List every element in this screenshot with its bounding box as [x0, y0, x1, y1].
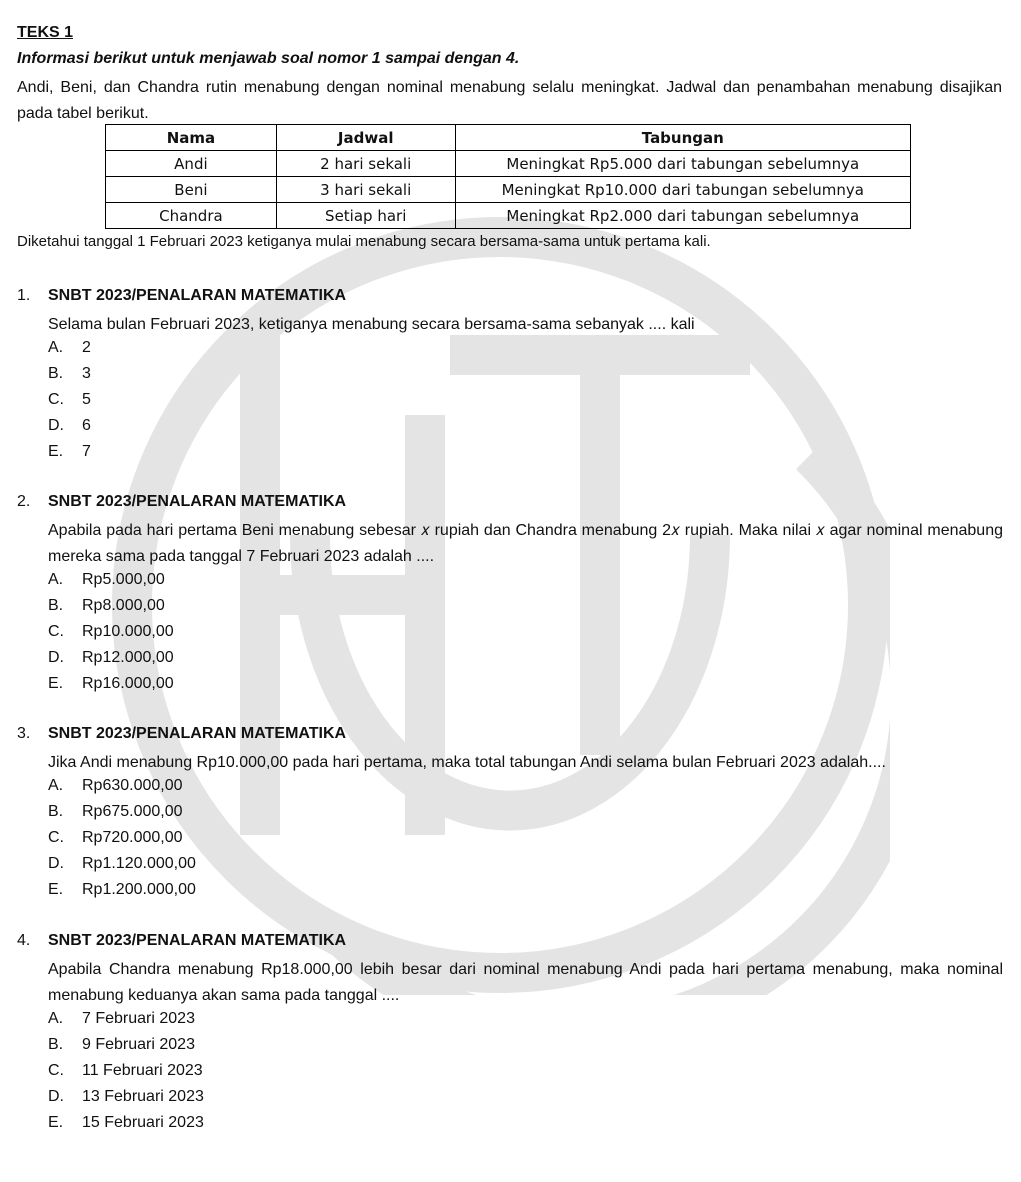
option-letter: E. [48, 675, 64, 692]
option-b[interactable] [48, 1032, 204, 1058]
option-letter: C. [48, 1062, 64, 1079]
question-number: 4. [17, 932, 31, 949]
option-letter: A. [48, 1010, 64, 1027]
option-letter: A. [48, 777, 64, 794]
option-b[interactable] [48, 593, 174, 619]
header-jadwal: Jadwal [276, 125, 455, 151]
option-letter: C. [48, 391, 64, 408]
cell-name: Chandra [106, 203, 277, 229]
option-letter: C. [48, 829, 64, 846]
option-text: Rp16.000,00 [82, 675, 174, 692]
option-b[interactable] [48, 799, 196, 825]
cell-schedule: 3 hari sekali [276, 177, 455, 203]
question-number: 1. [17, 287, 31, 304]
option-text: Rp1.120.000,00 [82, 855, 196, 872]
option-d[interactable] [48, 1084, 204, 1110]
option-e[interactable] [48, 671, 174, 697]
option-text: 15 Februari 2023 [82, 1114, 204, 1131]
question-text: Selama bulan Februari 2023, ketiganya menabung secara bersama-sama sebanyak .... kali [48, 316, 695, 333]
option-text: 7 Februari 2023 [82, 1010, 195, 1027]
option-text: Rp12.000,00 [82, 649, 174, 666]
option-text: Rp1.200.000,00 [82, 881, 196, 898]
cell-savings: Meningkat Rp5.000 dari tabungan sebelumnya [455, 151, 910, 177]
cell-name: Andi [106, 151, 277, 177]
question-number: 2. [17, 493, 31, 510]
option-text: 11 Februari 2023 [82, 1062, 203, 1079]
option-letter: B. [48, 803, 64, 820]
option-text: 13 Februari 2023 [82, 1088, 204, 1105]
answer-options [48, 567, 174, 697]
question-text: Apabila Chandra menabung Rp18.000,00 lebih besar dari nominal menabung Andi pada hari pertama menabung, maka nominal menabung keduanya akan sama pada tanggal .... [48, 961, 1003, 1004]
option-d[interactable] [48, 645, 174, 671]
option-letter: C. [48, 623, 64, 640]
option-d[interactable] [48, 851, 196, 877]
option-a[interactable] [48, 335, 91, 361]
question-text: Jika Andi menabung Rp10.000,00 pada hari pertama, maka total tabungan Andi selama bulan Februari 2023 adalah.... [48, 754, 886, 771]
option-letter: B. [48, 1036, 64, 1053]
option-letter: B. [48, 597, 64, 614]
table-row [106, 151, 911, 177]
question-heading: SNBT 2023/PENALARAN MATEMATIKA [48, 493, 347, 510]
cell-savings: Meningkat Rp10.000 dari tabungan sebelumnya [455, 177, 910, 203]
option-e[interactable] [48, 877, 196, 903]
question-number: 3. [17, 725, 31, 742]
option-letter: E. [48, 881, 64, 898]
option-text: Rp8.000,00 [82, 597, 165, 614]
option-text: 3 [82, 365, 91, 382]
option-c[interactable] [48, 619, 174, 645]
question-heading: SNBT 2023/PENALARAN MATEMATIKA [48, 932, 347, 949]
option-a[interactable] [48, 567, 174, 593]
option-c[interactable] [48, 1058, 204, 1084]
table-header-row [106, 125, 911, 151]
option-text: 2 [82, 339, 91, 356]
option-d[interactable] [48, 413, 91, 439]
option-letter: E. [48, 443, 64, 460]
section-title: TEKS 1 [17, 24, 74, 41]
option-text: Rp5.000,00 [82, 571, 165, 588]
option-text: 7 [82, 443, 91, 460]
question-text: Apabila pada hari pertama Beni menabung sebesar 𝑥 rupiah dan Chandra menabung 2𝑥 rupiah. Maka nilai 𝑥 agar nominal menabung mereka sama pada tanggal 7 Februari 2023 adalah .... [48, 522, 1003, 565]
option-letter: D. [48, 417, 64, 434]
option-text: 6 [82, 417, 91, 434]
option-letter: A. [48, 339, 64, 356]
option-text: Rp10.000,00 [82, 623, 174, 640]
question-heading: SNBT 2023/PENALARAN MATEMATIKA [48, 725, 347, 742]
question-heading: SNBT 2023/PENALARAN MATEMATIKA [48, 287, 347, 304]
header-nama: Nama [106, 125, 277, 151]
option-text: 9 Februari 2023 [82, 1036, 195, 1053]
cell-name: Beni [106, 177, 277, 203]
option-c[interactable] [48, 825, 196, 851]
cell-schedule: 2 hari sekali [276, 151, 455, 177]
option-c[interactable] [48, 387, 91, 413]
option-letter: D. [48, 1088, 64, 1105]
table-row [106, 203, 911, 229]
option-text: Rp630.000,00 [82, 777, 183, 794]
answer-options [48, 773, 196, 903]
option-letter: A. [48, 571, 64, 588]
option-letter: B. [48, 365, 64, 382]
answer-options [48, 1006, 204, 1136]
option-a[interactable] [48, 1006, 204, 1032]
cell-savings: Meningkat Rp2.000 dari tabungan sebelumnya [455, 203, 910, 229]
savings-table [105, 124, 911, 229]
answer-options [48, 335, 91, 465]
option-a[interactable] [48, 773, 196, 799]
option-letter: D. [48, 649, 64, 666]
header-tabungan: Tabungan [455, 125, 910, 151]
intro-paragraph: Andi, Beni, dan Chandra rutin menabung dengan nominal menabung selalu meningkat. Jadwal dan penambahan menabung disajikan pada tabel berikut. [17, 79, 1002, 122]
start-date-note: Diketahui tanggal 1 Februari 2023 ketiganya mulai menabung secara bersama-sama untuk pertama kali. [17, 233, 711, 250]
option-letter: D. [48, 855, 64, 872]
option-text: 5 [82, 391, 91, 408]
option-text: Rp675.000,00 [82, 803, 183, 820]
option-letter: E. [48, 1114, 64, 1131]
option-text: Rp720.000,00 [82, 829, 183, 846]
option-e[interactable] [48, 1110, 204, 1136]
option-e[interactable] [48, 439, 91, 465]
cell-schedule: Setiap hari [276, 203, 455, 229]
table-row [106, 177, 911, 203]
instruction-text: Informasi berikut untuk menjawab soal nomor 1 sampai dengan 4. [17, 50, 520, 67]
option-b[interactable] [48, 361, 91, 387]
